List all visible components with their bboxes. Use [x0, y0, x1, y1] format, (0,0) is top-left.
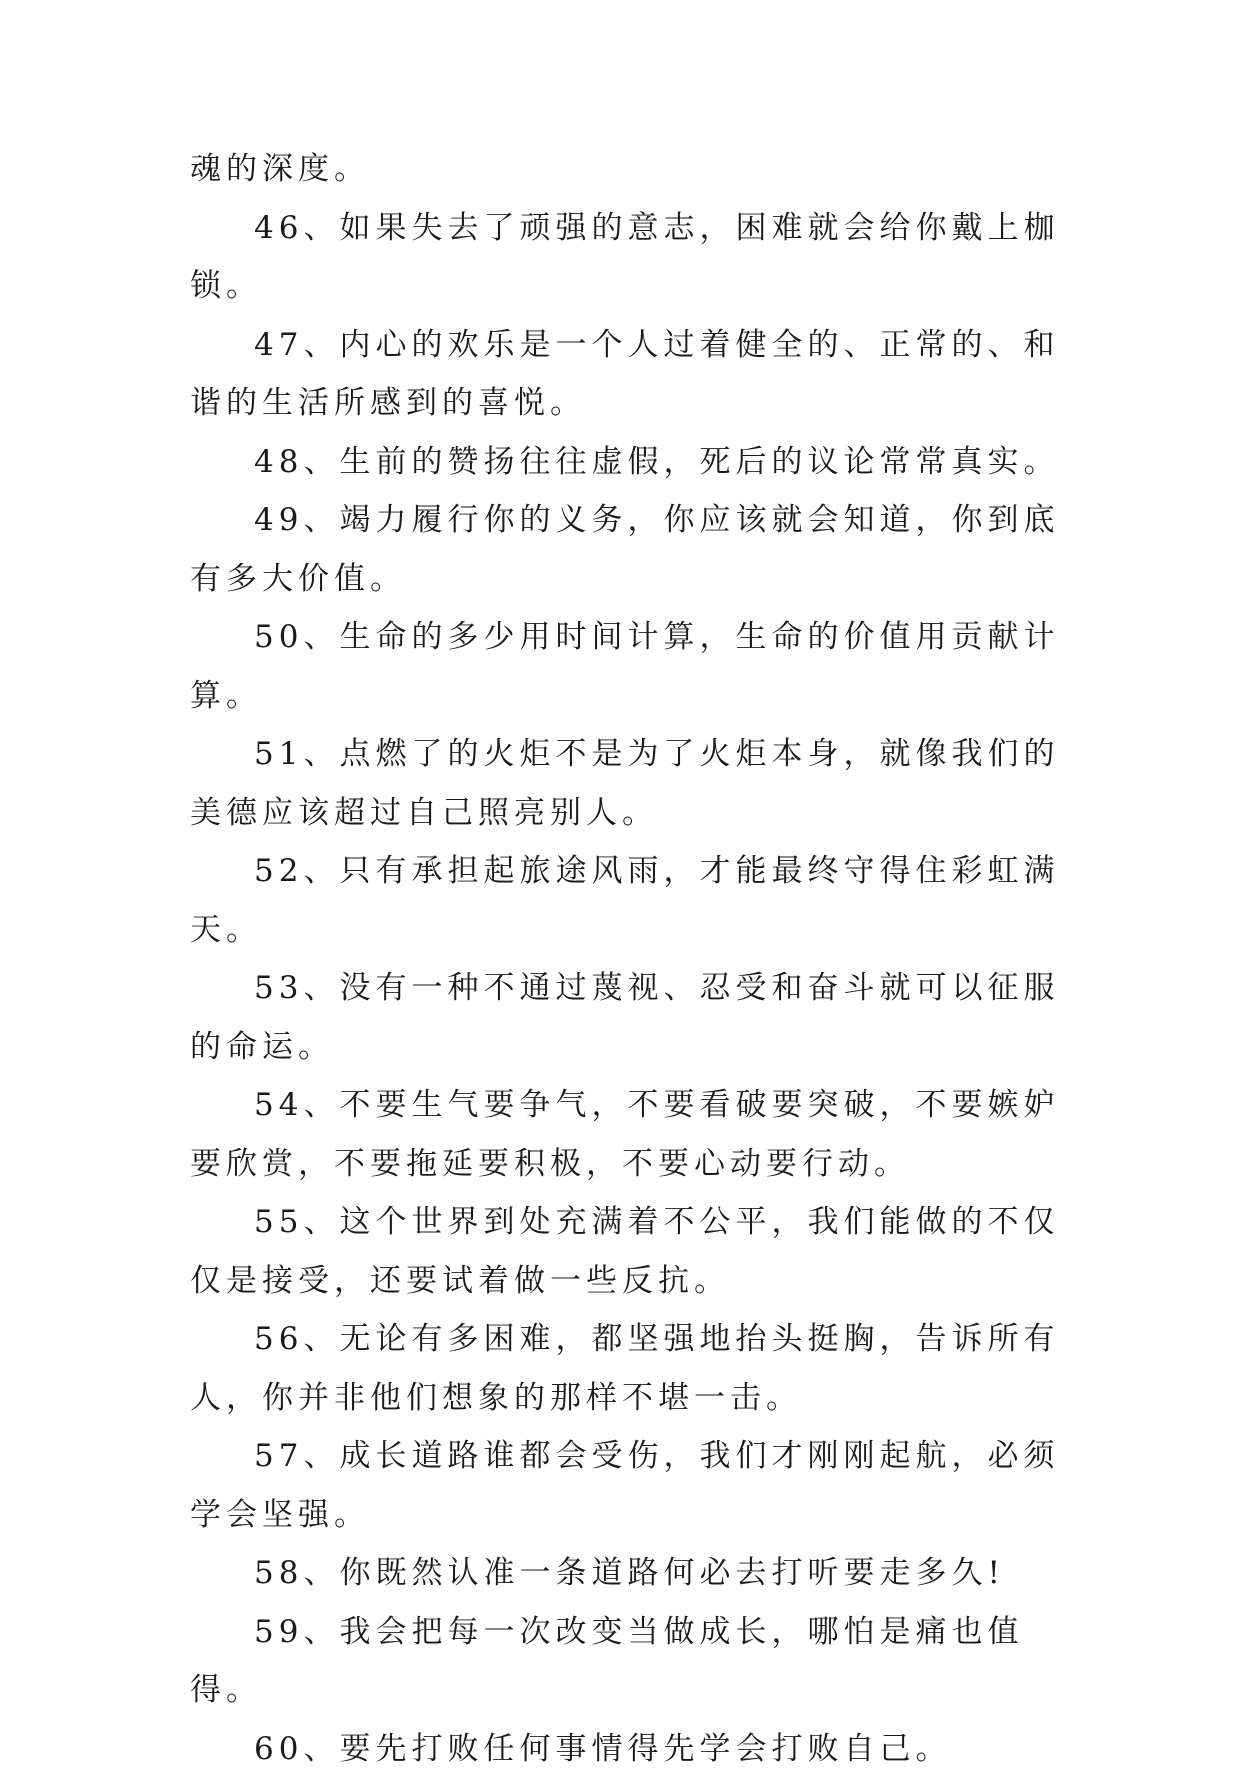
paragraph-58: 58、你既然认准一条道路何必去打听要走多久! — [190, 1544, 1070, 1603]
paragraph-57: 57、成长道路谁都会受伤，我们才刚刚起航，必须学会坚强。 — [190, 1427, 1070, 1544]
paragraph-53: 53、没有一种不通过蔑视、忍受和奋斗就可以征服的命运。 — [190, 959, 1070, 1076]
paragraph-47: 47、内心的欢乐是一个人过着健全的、正常的、和谐的生活所感到的喜悦。 — [190, 316, 1070, 433]
paragraph-52: 52、只有承担起旅途风雨，才能最终守得住彩虹满天。 — [190, 842, 1070, 959]
paragraph-48: 48、生前的赞扬往往虚假，死后的议论常常真实。 — [190, 433, 1070, 492]
document-body — [190, 140, 1070, 1778]
paragraph-50: 50、生命的多少用时间计算，生命的价值用贡献计算。 — [190, 608, 1070, 725]
paragraph-59: 59、我会把每一次改变当做成长，哪怕是痛也值得。 — [190, 1603, 1070, 1720]
paragraph-60: 60、要先打败任何事情得先学会打败自己。 — [190, 1720, 1070, 1778]
paragraph-46: 46、如果失去了顽强的意志，困难就会给你戴上枷锁。 — [190, 199, 1070, 316]
paragraph-56: 56、无论有多困难，都坚强地抬头挺胸，告诉所有人，你并非他们想象的那样不堪一击。 — [190, 1310, 1070, 1427]
paragraph-54: 54、不要生气要争气，不要看破要突破，不要嫉妒要欣赏，不要拖延要积极，不要心动要行动。 — [190, 1076, 1070, 1193]
paragraph-49: 49、竭力履行你的义务，你应该就会知道，你到底有多大价值。 — [190, 491, 1070, 608]
paragraph-51: 51、点燃了的火炬不是为了火炬本身，就像我们的美德应该超过自己照亮别人。 — [190, 725, 1070, 842]
paragraph-continuation: 魂的深度。 — [190, 140, 1070, 199]
paragraph-55: 55、这个世界到处充满着不公平，我们能做的不仅仅是接受，还要试着做一些反抗。 — [190, 1193, 1070, 1310]
